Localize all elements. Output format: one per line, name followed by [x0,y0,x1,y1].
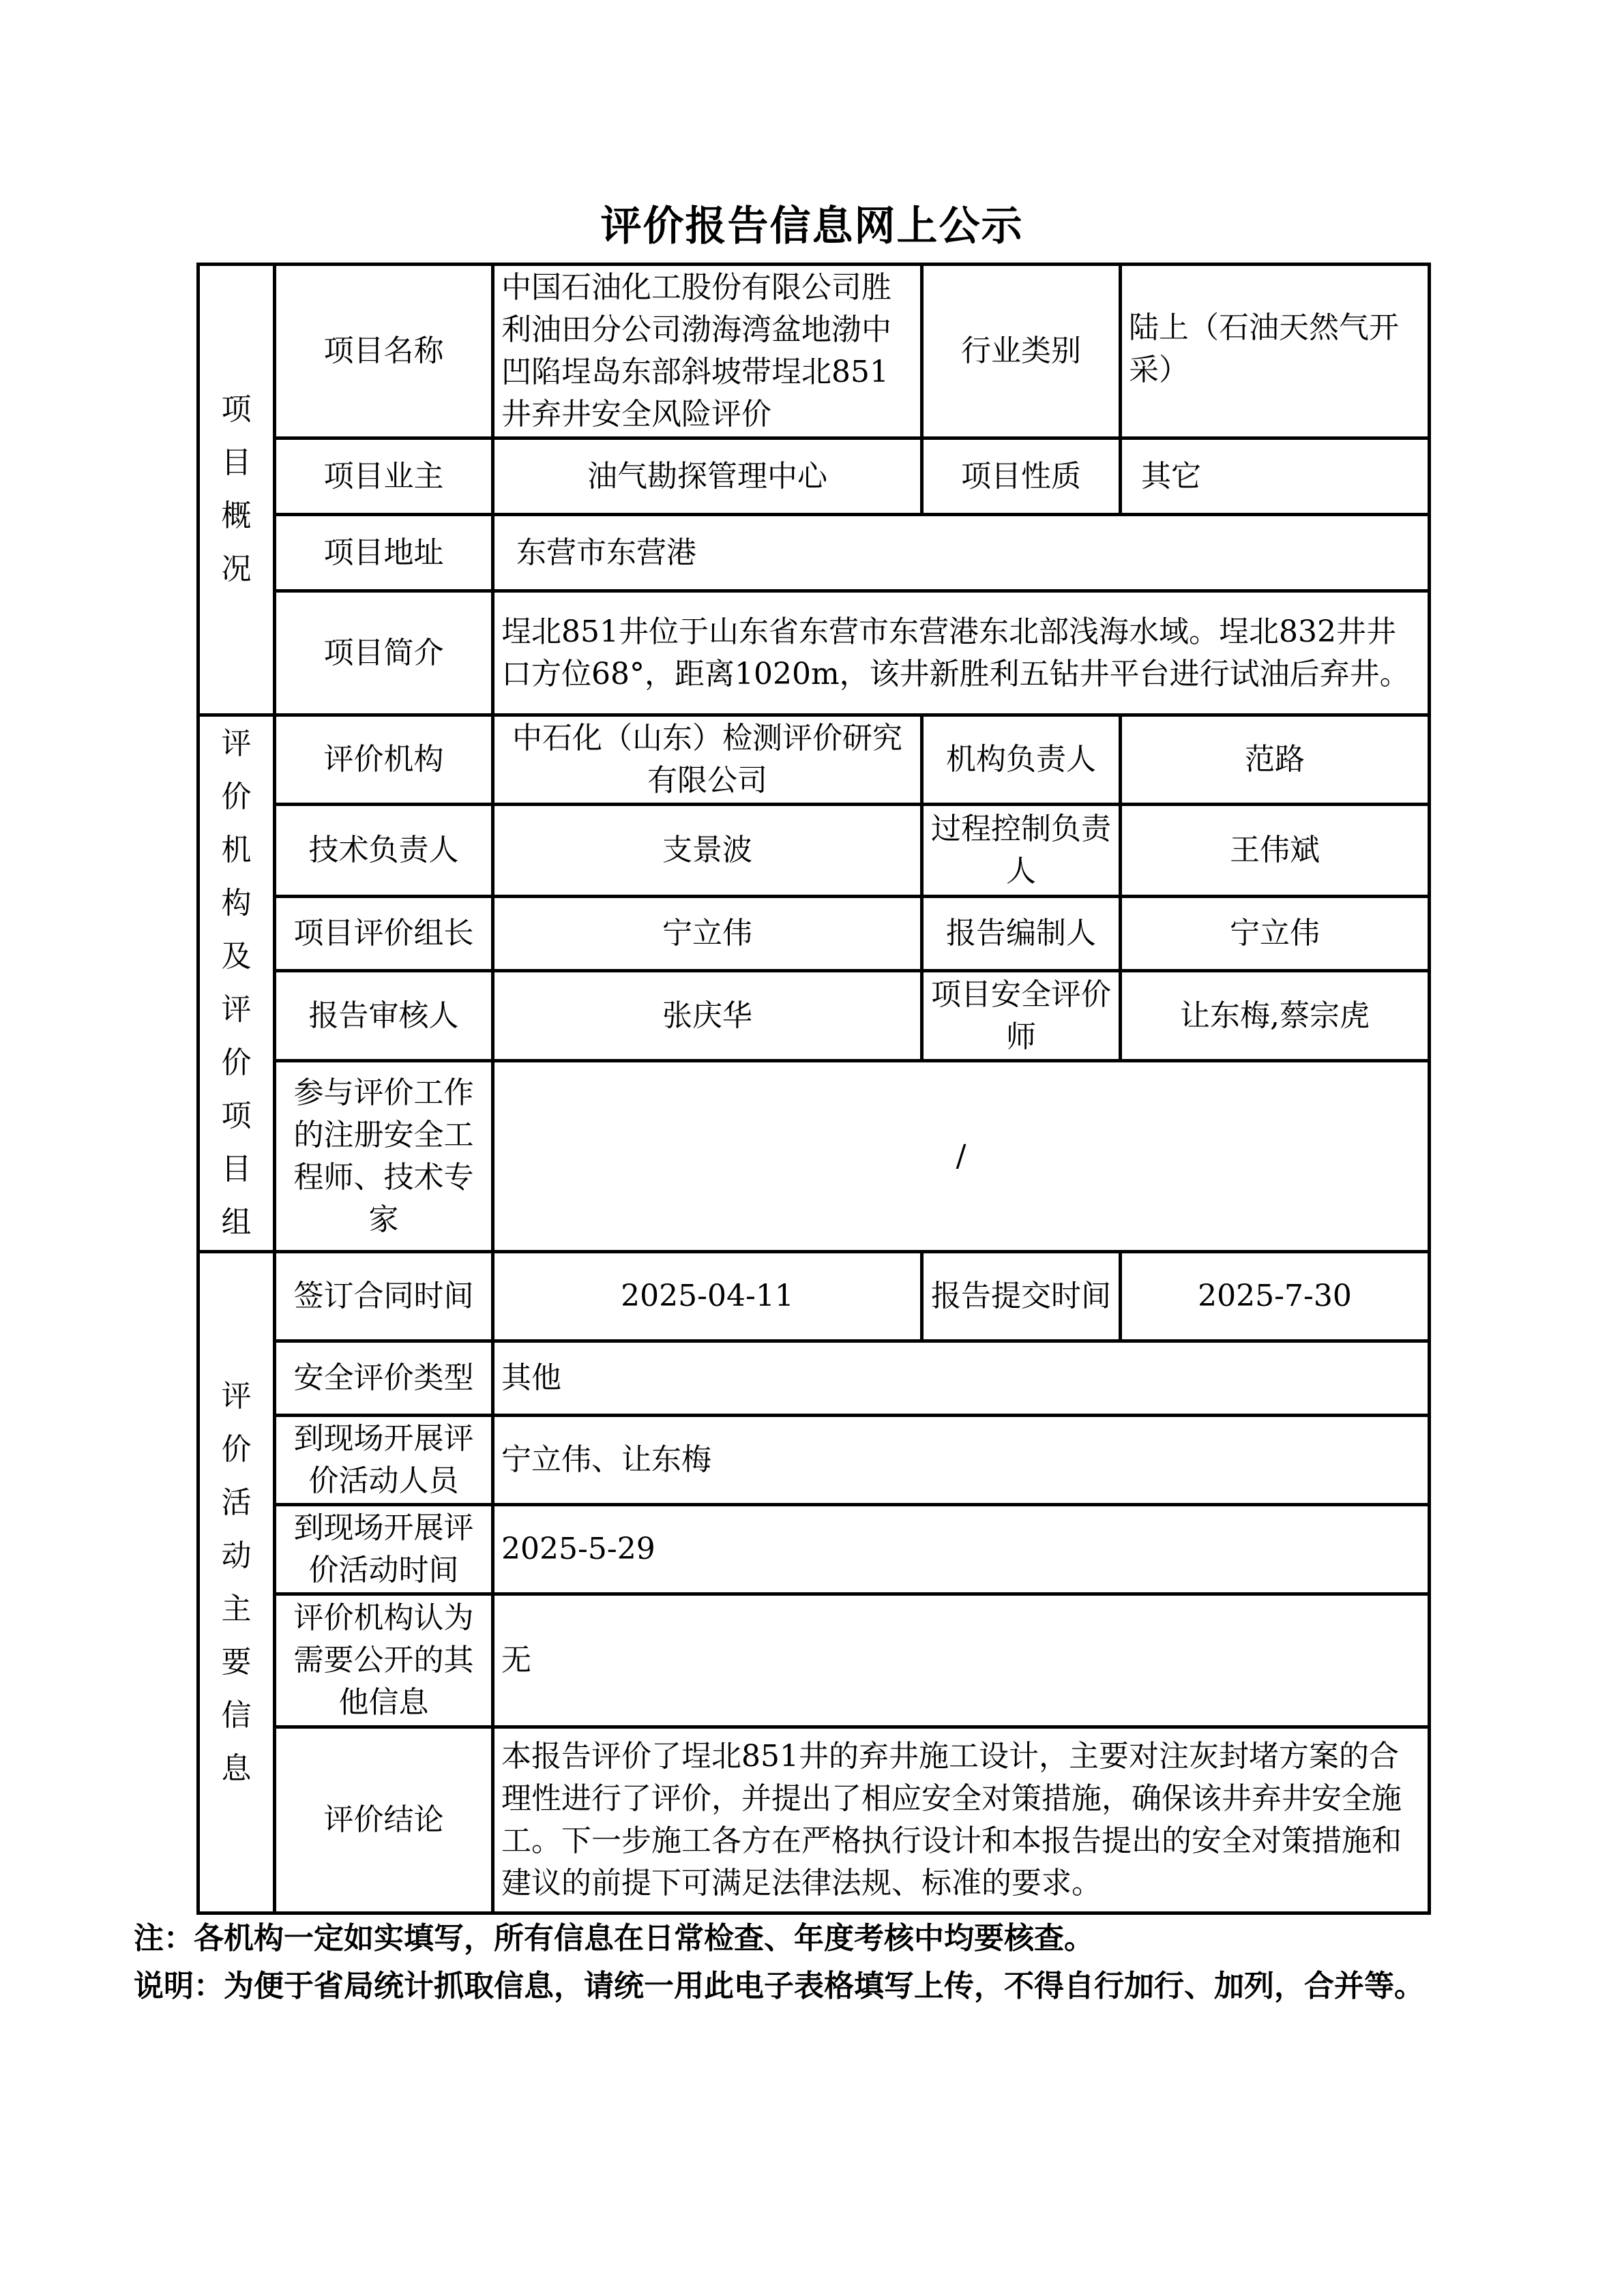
intro-value: 埕北851井位于山东省东营市东营港东北部浅海水域。埕北832井井口方位68°，距离1020m，该井新胜利五钻井平台进行试油后弃井。 [493,591,1430,715]
row-org [198,715,1430,805]
contract-date-value: 2025-04-11 [493,1252,922,1341]
org-value: 中石化（山东）检测评价研究有限公司 [493,715,922,805]
other-info-label: 评价机构认为需要公开的其他信息 [275,1594,493,1727]
submit-date-value: 2025-7-30 [1121,1252,1430,1341]
tech-head-value: 支景波 [493,805,922,897]
section-activity [198,1252,275,1913]
process-head-value: 王伟斌 [1121,805,1430,897]
row-team-lead [198,897,1430,971]
note-text: 注：各机构一定如实填写，所有信息在日常检查、年度考核中均要核查。 [134,1921,1094,1956]
info-table [196,263,1431,1915]
industry-label: 行业类别 [922,265,1121,438]
row-experts [198,1061,1430,1252]
row-owner [198,438,1430,515]
site-date-value: 2025-5-29 [493,1505,1430,1594]
section-overview [198,265,275,715]
row-other-info [198,1594,1430,1727]
address-label: 项目地址 [275,515,493,591]
project-name-value: 中国石油化工股份有限公司胜利油田分公司渤海湾盆地渤中凹陷埕岛东部斜坡带埕北851井弃井安全风险评价 [493,265,922,438]
explain-text: 说明：为便于省局统计抓取信息，请统一用此电子表格填写上传，不得自行加行、加列，合并等。 [134,1969,1424,2003]
team-lead-value: 宁立伟 [493,897,922,971]
page-title: 评价报告信息网上公示 [600,203,1024,250]
project-name-label: 项目名称 [275,265,493,438]
nature-value: 其它 [1121,438,1430,515]
type-label: 安全评价类型 [275,1341,493,1416]
team-lead-label: 项目评价组长 [275,897,493,971]
other-info-value: 无 [493,1594,1430,1727]
intro-label: 项目简介 [275,591,493,715]
author-value: 宁立伟 [1121,897,1430,971]
row-project-name [198,265,1430,438]
nature-label: 项目性质 [922,438,1121,515]
contract-date-label: 签订合同时间 [275,1252,493,1341]
section-overview-label: 项目概况 [221,392,252,586]
assessor-value: 让东梅,蔡宗虎 [1121,971,1430,1061]
org-head-value: 范路 [1121,715,1430,805]
row-tech-head [198,805,1430,897]
conclusion-label: 评价结论 [275,1727,493,1913]
owner-value: 油气勘探管理中心 [493,438,922,515]
experts-label: 参与评价工作的注册安全工程师、技术专家 [275,1061,493,1252]
site-staff-value: 宁立伟、让东梅 [493,1416,1430,1505]
assessor-label: 项目安全评价师 [922,971,1121,1061]
industry-value: 陆上（石油天然气开采） [1121,265,1430,438]
conclusion-value: 本报告评价了埕北851井的弃井施工设计，主要对注灰封堵方案的合理性进行了评价，并提出了相应安全对策措施，确保该井弃井安全施工。下一步施工各方在严格执行设计和本报告提出的安全对策措施和建议的前提下可满足法律法规、标准的要求。 [493,1727,1430,1913]
row-site-staff [198,1416,1430,1505]
section-activity-label: 评价活动主要信息 [221,1378,252,1786]
reviewer-label: 报告审核人 [275,971,493,1061]
row-type [198,1341,1430,1416]
footnotes [134,1915,1498,2010]
address-value: 东营市东营港 [493,515,1430,591]
tech-head-label: 技术负责人 [275,805,493,897]
type-value: 其他 [493,1341,1430,1416]
org-label: 评价机构 [275,715,493,805]
author-label: 报告编制人 [922,897,1121,971]
owner-label: 项目业主 [275,438,493,515]
site-staff-label: 到现场开展评价活动人员 [275,1416,493,1505]
row-address [198,515,1430,591]
section-agency-label: 评价机构及评价项目组 [221,726,252,1240]
row-site-date [198,1505,1430,1594]
row-reviewer [198,971,1430,1061]
org-head-label: 机构负责人 [922,715,1121,805]
row-intro [198,591,1430,715]
experts-value: / [493,1061,1430,1252]
reviewer-value: 张庆华 [493,971,922,1061]
row-dates [198,1252,1430,1341]
submit-date-label: 报告提交时间 [922,1252,1121,1341]
section-agency [198,715,275,1252]
site-date-label: 到现场开展评价活动时间 [275,1505,493,1594]
process-head-label: 过程控制负责人 [922,805,1121,897]
row-conclusion [198,1727,1430,1913]
